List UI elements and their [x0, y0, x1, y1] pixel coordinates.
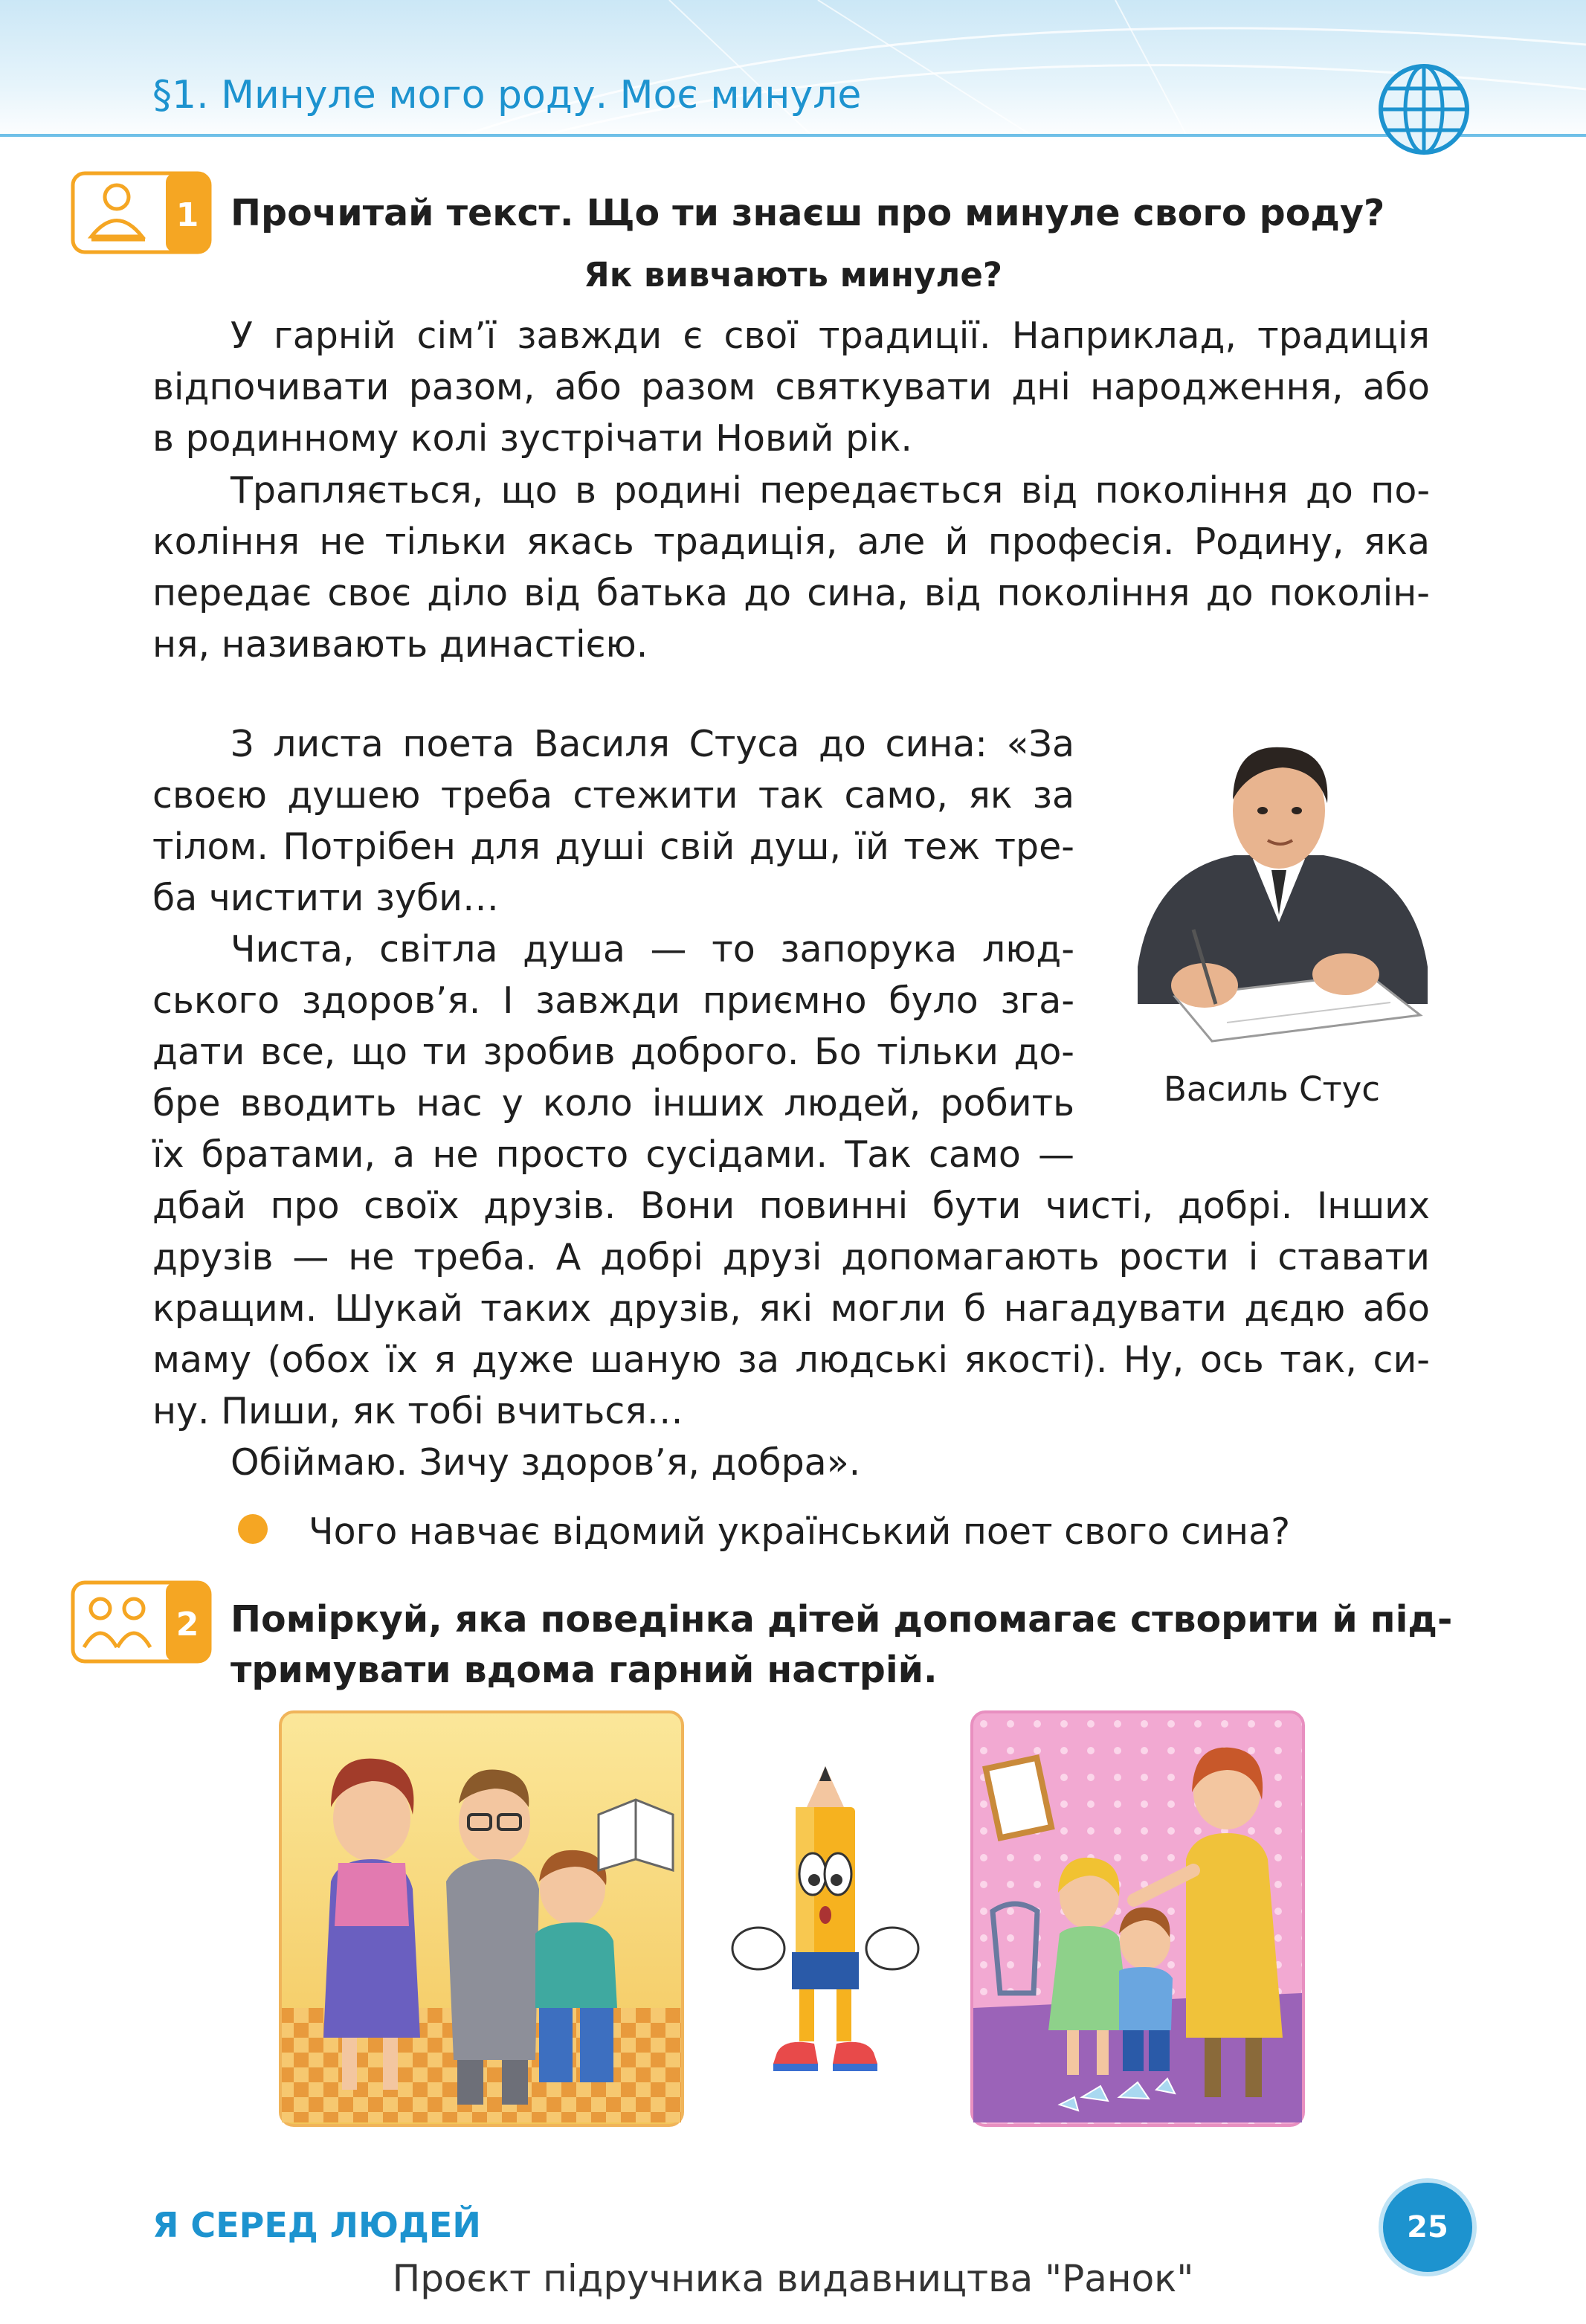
task1-title: Прочитай текст. Що ти знаєш про минуле свого роду?	[231, 192, 1385, 234]
text-line: маму (обох їх я дуже шаную за людські якості). Ну, ось так, си-	[152, 1339, 1430, 1381]
text-line: своєю душею треба стежити так само, як за	[152, 774, 1074, 817]
text-line: тілом. Потрібен для душі свій душ, їй теж тре-	[152, 825, 1074, 868]
portrait-caption: Василь Стус	[1164, 1069, 1381, 1109]
text-line: ня, називають династією.	[152, 623, 648, 666]
paragraph-dynasty	[152, 465, 1430, 670]
text-line: їх братами, а не просто сусідами. Так само —	[152, 1133, 1074, 1176]
page-number: 25	[1383, 2183, 1472, 2272]
globe-icon	[1376, 61, 1472, 158]
text-line: У гарній сім’ї завжди є свої традиції. Наприклад, традиція	[231, 315, 1430, 357]
text-line: З листа поета Василя Стуса до сина: «За	[231, 723, 1074, 765]
paragraph-traditions	[152, 310, 1430, 464]
text-line: Поміркуй, яка поведінка дітей допомагає створити й під-	[231, 1598, 1453, 1641]
section-subtitle: Як вивчають минуле?	[584, 255, 1002, 294]
text-line: дати все, що ти зробив доброго. Бо тільки до-	[152, 1031, 1074, 1073]
text-line: тримувати вдома гарний настрій.	[231, 1649, 938, 1691]
text-line: коління не тільки якась традиція, але й професія. Родину, яка	[152, 521, 1430, 563]
task1-number: 1	[175, 196, 199, 234]
portrait-illustration	[1123, 729, 1435, 1049]
letter-closing: Обіймаю. Зичу здоров’я, добра».	[231, 1441, 861, 1484]
text-line: ба чистити зуби…	[152, 877, 500, 919]
bullet-dot	[238, 1514, 268, 1544]
page-header	[0, 0, 1586, 141]
question-text: Чого навчає відомий український поет свого сина?	[309, 1510, 1291, 1553]
section-name: Я СЕРЕД ЛЮДЕЙ	[152, 2205, 481, 2245]
letter-continuation	[152, 1180, 1430, 1488]
text-line: відпочивати разом, або разом святкувати дні народження, або	[152, 366, 1430, 408]
text-line: Трапляється, що в родині передається від покоління до по-	[231, 469, 1430, 512]
text-line: в родинному колі зустрічати Новий рік.	[152, 417, 912, 460]
header-rule	[0, 134, 1586, 137]
text-line: передає своє діло від батька до сина, від покоління до поколін-	[152, 572, 1430, 614]
family-happy-illustration	[279, 1710, 684, 2127]
task2-number: 2	[175, 1606, 199, 1644]
text-line: Чиста, світла душа — то запорука люд-	[231, 928, 1074, 971]
text-line: ну. Пиши, як тобі вчиться…	[152, 1390, 683, 1432]
text-line: кращим. Шукай таких друзів, які могли б нагадувати дєдю або	[152, 1287, 1430, 1330]
text-line: ського здоров’я. І завжди приємно було зга-	[152, 979, 1074, 1022]
broken-vase-illustration	[970, 1710, 1305, 2127]
publisher-note: Проєкт підручника видавництва "Ранок"	[392, 2257, 1194, 2300]
text-line: бре вводить нас у коло інших людей, робить	[152, 1082, 1074, 1124]
pencil-mascot-illustration	[725, 1763, 926, 2090]
reading-task-icon	[71, 171, 212, 254]
task2-title	[231, 1594, 1452, 1696]
text-line: дбай про своїх друзів. Вони повинні бути чисті, добрі. Інших	[152, 1185, 1430, 1227]
discuss-task-icon	[71, 1580, 212, 1664]
text-line: друзів — не треба. А добрі друзі допомагають рости і ставати	[152, 1236, 1430, 1278]
letter-excerpt	[152, 718, 1074, 1180]
header-decoration	[0, 0, 1586, 141]
chapter-title: §1. Минуле мого роду. Моє минуле	[152, 73, 862, 118]
